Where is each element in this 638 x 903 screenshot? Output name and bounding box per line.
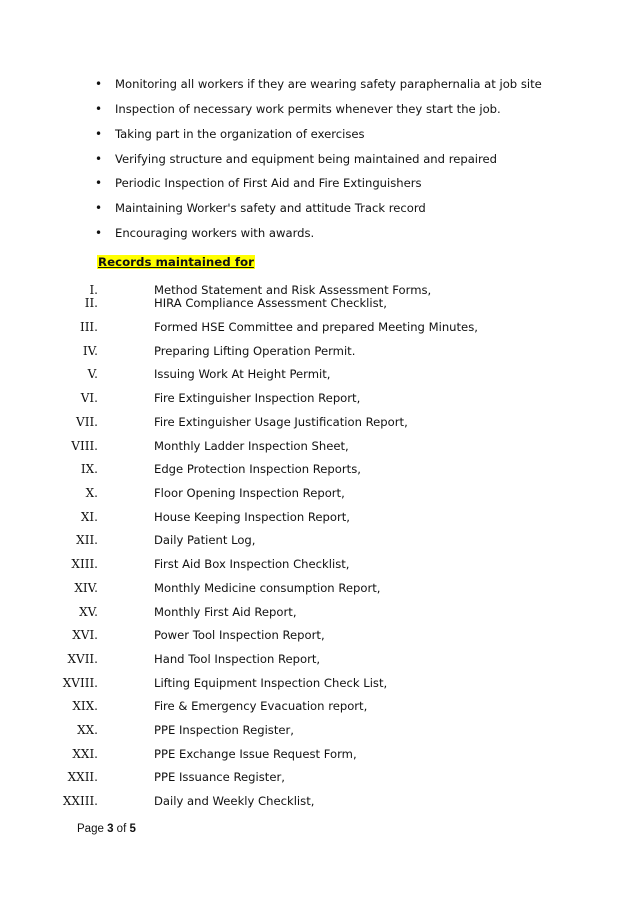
record-text: Hand Tool Inspection Report,: [154, 652, 321, 666]
record-text: Fire Extinguisher Usage Justification Report,: [154, 415, 408, 429]
record-text: PPE Exchange Issue Request Form,: [154, 747, 357, 761]
bullet-icon: •: [95, 226, 103, 240]
page-label: Page: [77, 823, 104, 835]
total-pages-number: 5: [129, 823, 136, 835]
bullet-icon: •: [95, 176, 103, 190]
record-number: XVIII.: [62, 676, 98, 690]
record-text: Preparing Lifting Operation Permit.: [154, 344, 356, 358]
record-text: Lifting Equipment Inspection Check List,: [154, 676, 388, 690]
record-text: Formed HSE Committee and prepared Meeting Minutes,: [154, 320, 478, 334]
record-text: Power Tool Inspection Report,: [154, 628, 325, 642]
record-number: XVII.: [67, 652, 98, 666]
record-number: IV.: [82, 344, 98, 358]
record-text: Fire & Emergency Evacuation report,: [154, 699, 368, 713]
bullet-icon: •: [95, 77, 103, 91]
record-text: First Aid Box Inspection Checklist,: [154, 557, 350, 571]
bullet-icon: •: [95, 102, 103, 116]
record-text: Monthly Ladder Inspection Sheet,: [154, 439, 349, 453]
record-text: Monthly First Aid Report,: [154, 605, 297, 619]
bullet-icon: •: [95, 152, 103, 166]
records-heading: Records maintained for: [98, 255, 254, 269]
record-text: HIRA Compliance Assessment Checklist,: [154, 296, 387, 310]
record-number: VI.: [80, 391, 98, 405]
record-number: XIII.: [71, 557, 98, 571]
record-text: Daily and Weekly Checklist,: [154, 794, 315, 808]
record-number: XI.: [80, 510, 98, 524]
record-text: Daily Patient Log,: [154, 533, 256, 547]
record-number: VII.: [76, 415, 98, 429]
record-text: House Keeping Inspection Report,: [154, 510, 350, 524]
record-number: XX.: [77, 723, 98, 737]
record-text: Issuing Work At Height Permit,: [154, 367, 331, 381]
of-label: of: [116, 823, 127, 835]
record-number: XIV.: [74, 581, 98, 595]
current-page-number: 3: [107, 823, 114, 835]
bullet-icon: •: [95, 201, 103, 215]
record-number: II.: [84, 296, 98, 310]
record-number: XXI.: [72, 747, 98, 761]
record-text: Monthly Medicine consumption Report,: [154, 581, 381, 595]
record-text: Edge Protection Inspection Reports,: [154, 462, 361, 476]
record-number: XII.: [76, 533, 98, 547]
record-number: X.: [85, 486, 98, 500]
record-text: Method Statement and Risk Assessment Forms,: [154, 283, 432, 297]
record-text: Fire Extinguisher Inspection Report,: [154, 391, 361, 405]
page-footer: [77, 823, 136, 835]
record-number: XIX.: [72, 699, 98, 713]
record-number: V.: [87, 367, 98, 381]
record-number: XXII.: [67, 770, 98, 784]
record-number: VIII.: [71, 439, 98, 453]
record-number: XV.: [79, 605, 98, 619]
record-number: XXIII.: [62, 794, 98, 808]
record-text: PPE Issuance Register,: [154, 770, 285, 784]
record-number: I.: [89, 283, 98, 297]
record-number: III.: [79, 320, 98, 334]
record-text: PPE Inspection Register,: [154, 723, 294, 737]
record-number: XVI.: [72, 628, 98, 642]
record-number: IX.: [80, 462, 98, 476]
record-text: Floor Opening Inspection Report,: [154, 486, 345, 500]
bullet-icon: •: [95, 127, 103, 141]
